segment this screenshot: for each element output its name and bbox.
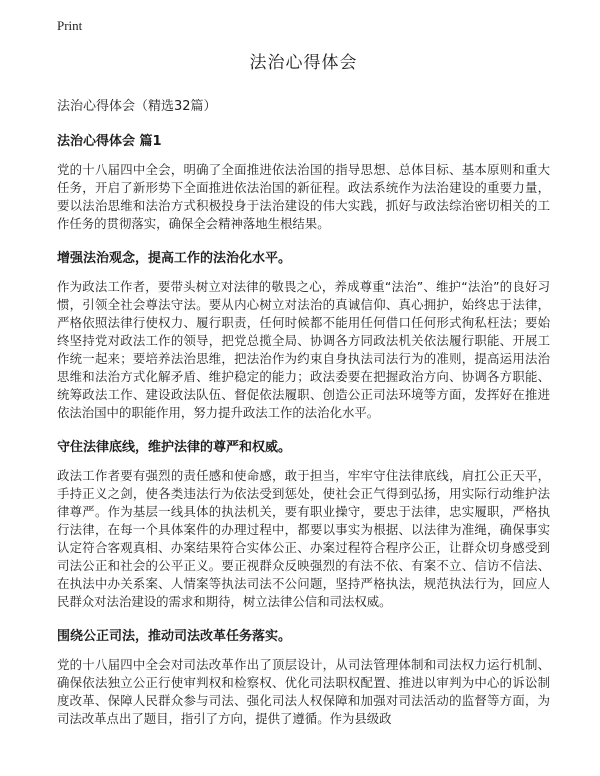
section-heading: 守住法律底线，维护法律的尊严和权威。: [57, 440, 292, 455]
document-body: [57, 48, 550, 742]
print-link[interactable]: Print: [57, 18, 83, 33]
section-paragraph: 作为政法工作者，要带头树立对法律的敬畏之心，养成尊重“法治”、维护“法治”的良好习惯，引领全社会尊法守法。要从内心树立对法治的真诚信仰、真心拥护，始终忠于法律，严格依照法律行使权力、履行职责，任何时候都不能用任何借口任何形式徇私枉法；要始终坚持党对政法工作的领导，把党总揽全局、协调各方同政法机关依法履行职能、开展工作统一起来；要培养法治思维，把法治作为约束自身执法司法行为的准则，提高运用法治思维和法治方式化解矛盾、维护稳定的能力；政法委要在把握政治方向、协调各方职能、统筹政法工作、建设政法队伍、督促依法履职、创造公正司法环境等方面，发挥好在推进依法治国中的职能作用，努力提升政法工作的法治化水平。: [57, 279, 550, 420]
section-heading: 法治心得体会 篇1: [57, 134, 162, 149]
section-paragraph: 党的十八届四中全会对司法改革作出了顶层设计，从司法管理体制和司法权力运行机制、确保依法独立公正行使审判权和检察权、优化司法职权配置、推进以审判为中心的诉讼制度改革、保障人民群众参与司法、强化司法人权保障和加强对司法活动的监督等方面，为司法改革点出了题目，指引了方向，提供了遵循。作为县级政: [57, 657, 550, 726]
section-paragraph: 党的十八届四中全会，明确了全面推进依法治国的指导思想、总体目标、基本原则和重大任务，开启了新形势下全面推进依法治国的新征程。政法系统作为法治建设的重要力量，要以法治思维和法治方式积极投身于法治建设的伟大实践，抓好与政法综治密切相关的工作任务的贯彻落实，确保全会精神落地生根结果。: [57, 162, 550, 231]
section-paragraph: 政法工作者要有强烈的责任感和使命感，敢于担当，牢牢守住法律底线，肩扛公正天平，手持正义之剑，使各类违法行为依法受到惩处，使社会正气得到弘扬，用实际行动维护法律尊严。作为基层一线具体的执法机关，要有职业操守，要忠于法律，忠实履职，严格执行法律，在每一个具体案件的办理过程中，都要以事实为根据、以法律为准绳，确保事实认定符合客观真相、办案结果符合实体公正、办案过程符合程序公正，让群众切身感受到司法公正和社会的公平正义。要正视群众反映强烈的有法不依、有案不立、信访不信法、在执法中办关系案、人情案等执法司法不公问题，坚持严格执法，规范执法行为，回应人民群众对法治建设的需求和期待，树立法律公信和司法权威。: [57, 468, 550, 609]
section-heading: 增强法治观念，提高工作的法治化水平。: [57, 251, 292, 266]
document-subtitle: 法治心得体会（精选32篇）: [57, 99, 217, 114]
section-heading: 围绕公正司法，推动司法改革任务落实。: [57, 629, 292, 644]
page-title: 法治心得体会: [249, 53, 358, 73]
